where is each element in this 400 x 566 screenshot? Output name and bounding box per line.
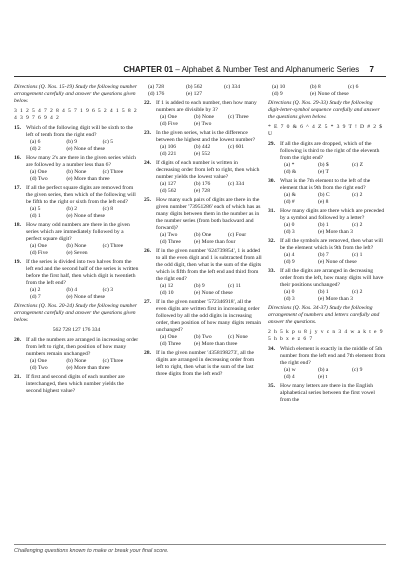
option: (a) 127 (160, 181, 176, 187)
question-19 (14, 259, 139, 301)
option: (d) Two (30, 365, 48, 371)
option: (e) None of these (318, 259, 357, 265)
options (156, 283, 262, 297)
option: (b) 1 (318, 222, 329, 228)
option: (b) 2 (66, 206, 78, 212)
option: (a) 12 (160, 283, 174, 289)
question-18 (14, 222, 139, 257)
options (156, 114, 262, 128)
option: (e) 552 (194, 151, 210, 157)
option: (e) More than three (66, 176, 110, 182)
option: (e) None of these (66, 213, 106, 219)
option: (b) 176 (194, 181, 211, 187)
option: (c) 5 (102, 139, 114, 145)
options (156, 181, 262, 195)
option: (d) Three (160, 341, 181, 347)
question-16 (14, 155, 139, 183)
option: (e) More than three (66, 365, 110, 371)
question-27 (144, 299, 262, 348)
option: (c) 334 (228, 181, 244, 187)
option: (b) None (66, 243, 87, 249)
question-text: If all the digits are dropped, which of the following is third to the right of the eleventh from the right end? (280, 141, 380, 161)
option: (e) More than 3 (318, 296, 353, 302)
option: (c) 1 (352, 252, 363, 258)
option: (a) 2 (30, 287, 41, 293)
question-34 (268, 346, 386, 381)
option: (c) Three (102, 243, 124, 249)
column-2 (144, 84, 262, 380)
question-number: 16. (14, 155, 21, 161)
option: (b) None (66, 169, 87, 175)
question-number: 33. (268, 268, 275, 274)
question-number: 18. (14, 222, 21, 228)
option: (c) 2 (352, 222, 363, 228)
options (280, 222, 386, 236)
option: (c) None (228, 334, 248, 340)
question-number: 29. (268, 141, 275, 147)
question-30 (268, 178, 386, 206)
options (26, 243, 139, 257)
directions-34-37: Directions (Q. Nos. 34-37) Study the following arrangement of numbers and letters carefully and answer the questions. (268, 305, 380, 325)
directions-29-33: Directions (Q. Nos. 29-33) Study the following digit-letter-symbol sequence carefully and answer the questions given below. (268, 100, 380, 120)
option: (c) 3 (102, 287, 114, 293)
question-text: How many letters are there in the English alphabetical series between the first vowel from the (280, 383, 375, 403)
option: (c) Z (352, 162, 364, 168)
question-17 (14, 185, 139, 220)
option: (b) $ (318, 162, 329, 168)
option: (b) None (194, 114, 215, 120)
question-text: What is the 7th element to the left of the element that is 9th from the right end? (280, 178, 371, 191)
question-text: If in the given number '6247398​54', 1 is added to all the even digit and 1 is subtracted from all the odd digit, then what is the sum of the digits which is fifth from the left end and third from the right end? (156, 248, 262, 282)
option: (a) One (160, 114, 177, 120)
question-text: How many digits are there which are preceded by a symbol and followed by a letter? (280, 208, 385, 221)
option: (d) 176 (148, 91, 165, 97)
question-number: 28. (144, 350, 151, 356)
option: (d) Two (30, 176, 48, 182)
header-title (123, 65, 374, 74)
question-20 (14, 337, 139, 372)
option: (a) & (284, 192, 296, 198)
option: (e) T (318, 169, 329, 175)
column-3 (268, 84, 386, 406)
option: (d) 221 (160, 151, 177, 157)
question-text: If all the perfect square digits are removed from the given series, then which of the following will be fifth to the right or sixth from the left end? (26, 185, 136, 205)
options (26, 358, 139, 372)
option: (c) 2 (352, 192, 363, 198)
option: (e) 8 (318, 199, 329, 205)
option: (d) 7 (30, 294, 41, 300)
option: (b) None (66, 358, 87, 364)
option: (d) 4 (284, 374, 295, 380)
question-number: 22. (144, 100, 151, 106)
question-number: 30. (268, 178, 275, 184)
option: (d) & (284, 169, 297, 175)
question-29 (268, 141, 386, 176)
question-number: 26. (144, 248, 151, 254)
number-sequence-2: 562 728 127 176 334 (52, 327, 101, 333)
options (280, 289, 386, 303)
option: (e) None of these (194, 290, 233, 296)
question-text: If digits of each number is written in decreasing order from left to right, then which number yields the lowest value? (156, 160, 260, 180)
question-number: 32. (268, 238, 275, 244)
option: (a) One (30, 358, 47, 364)
footer-note: Challenging questions known to make or break your final score. (14, 548, 169, 554)
symbol-sequence: * E 7 0 & 6 ^ 4 Z 5 * 3 9 T ! D # 2 $ U (268, 124, 383, 137)
option: (c) 334 (224, 84, 240, 90)
question-text: How many odd numbers are there in the given series which are immediately followed by a perfect square digit? (26, 222, 130, 242)
option: (d) 2 (30, 146, 41, 152)
option: (c) 11 (228, 283, 241, 289)
option: (a) 6 (30, 139, 41, 145)
question-number: 27. (144, 299, 151, 305)
option: (e) Seven (66, 250, 88, 256)
page-header (0, 0, 400, 84)
option: (e) 127 (186, 91, 202, 97)
option: (b) 1 (318, 289, 329, 295)
option: (c) 601 (228, 144, 244, 150)
question-text: If first and second digits of each number are interchanged, then which number yields the second highest value? (26, 374, 125, 394)
question-number: 31. (268, 208, 275, 214)
question-31 (268, 208, 386, 236)
question-text: If 1 is added to each number, then how many numbers are divisible by 3? (156, 100, 257, 113)
question-number: 17. (14, 185, 21, 191)
option: (b) 4 (66, 287, 78, 293)
option: (d) 10 (160, 290, 174, 296)
question-text: Which of the following digit will be sixth to the left of tenth from the right end? (26, 125, 134, 138)
question-22 (144, 100, 262, 128)
option: (a) 728 (148, 84, 164, 90)
option: (b) Two (194, 334, 212, 340)
option: (b) 8 (310, 84, 321, 90)
question-number: 24. (144, 160, 151, 166)
option: (b) 442 (194, 144, 211, 150)
page-number: 7 (369, 65, 374, 74)
options (156, 334, 262, 348)
option: (a) One (30, 243, 47, 249)
option: (a) 106 (160, 144, 176, 150)
options (26, 169, 139, 183)
question-21 (14, 374, 139, 395)
directions-15-19: Directions (Q. Nos. 15-19) Study the following number arrangement carefully and answer the questions given below. (14, 84, 137, 104)
directions-20-24: Directions (Q. Nos. 20-24) Study the following number arrangement carefully and answer the questions given below. (14, 303, 137, 323)
question-text: How many 2's are there in the given series which are followed by a number less than 6? (26, 155, 136, 168)
question-text: If all the digits are arranged in decreasing order from the left, how many digits will have their positions unchanged? (280, 268, 384, 288)
option: (c) 6 (348, 84, 359, 90)
header-rule (14, 76, 386, 77)
question-number: 35. (268, 383, 275, 389)
option: (c) Three (102, 358, 124, 364)
option: (d) 1 (30, 213, 41, 219)
option: (c) Three (102, 169, 124, 175)
option: (d) 562 (160, 188, 177, 194)
option: (a) w (284, 367, 296, 373)
column-1 (14, 84, 139, 397)
option: (b) One (194, 232, 212, 238)
option: (b) C (318, 192, 330, 198)
option: (d) # (284, 199, 295, 205)
option: (c) Four (228, 232, 247, 238)
question-24 (144, 160, 262, 195)
option: (e) None of these (66, 146, 106, 152)
question-text: If in the given number '4358198273', all the digits are arranged in decreasing order from left to right, then what is the sum of the last three digits from the left end? (156, 350, 255, 377)
question-32 (268, 238, 386, 266)
option: (d) 3 (284, 229, 295, 235)
alphanumeric-sequence: 2 h 5 k p u 8 j y v c n 3 4 w a k t e 9 5 h b x e z 6 7 (268, 329, 384, 342)
option: (b) a (318, 367, 329, 373)
option: (e) 728 (194, 188, 210, 194)
option: (e) More than 3 (318, 229, 353, 235)
question-33 (268, 268, 386, 303)
option: (e) Two (194, 121, 212, 127)
option: (a) * (284, 162, 295, 168)
options-q21 (144, 84, 262, 98)
option: (a) 5 (30, 206, 41, 212)
option: (a) 0 (284, 289, 295, 295)
options (156, 144, 262, 158)
option: (c) 2 (352, 289, 363, 295)
option: (a) One (160, 334, 177, 340)
options (26, 139, 139, 153)
options (280, 252, 386, 266)
option: (e) More than four (194, 239, 236, 245)
option: (a) 4 (284, 252, 295, 258)
options (156, 232, 262, 246)
question-text: How many such pairs of digits are there in the given number '73951286' each of which has as many digits between them in the number as in the number series (from both backward and forward)? (156, 197, 261, 231)
question-text: In the given series, what is the difference between the highest and the lowest number? (156, 130, 256, 143)
options-q28 (268, 84, 386, 98)
question-number: 15. (14, 125, 21, 131)
option: (e) More than three (194, 341, 238, 347)
option: (b) 562 (186, 84, 203, 90)
option: (e) None of these (310, 91, 349, 97)
question-15 (14, 125, 139, 153)
question-28 (144, 350, 262, 378)
option: (d) Three (160, 239, 181, 245)
question-23 (144, 130, 262, 158)
option: (d) 9 (284, 259, 295, 265)
option: (a) One (30, 169, 47, 175)
option: (e) None of these (66, 294, 106, 300)
footer-rule (14, 544, 386, 545)
option: (a) 0 (284, 222, 295, 228)
options (280, 162, 386, 176)
option: (a) Two (160, 232, 178, 238)
option: (e) t (318, 374, 328, 380)
options (26, 206, 139, 220)
question-text: Which element is exactly in the middle of 5th number from the left end and 7th element from the right end? (280, 346, 386, 366)
options (280, 367, 386, 381)
question-number: 20. (14, 337, 21, 343)
option: (d) 3 (284, 296, 295, 302)
question-number: 19. (14, 259, 21, 265)
option: (a) 10 (272, 84, 286, 90)
option: (d) Five (30, 250, 48, 256)
question-number: 23. (144, 130, 151, 136)
question-26 (144, 248, 262, 297)
question-text: If all the numbers are arranged in increasing order from left to right, then position of how many numbers remain unchanged? (26, 337, 139, 357)
option: (b) 9 (194, 283, 205, 289)
options (26, 287, 139, 301)
option: (c) 9 (352, 367, 363, 373)
question-number: 34. (268, 346, 275, 352)
number-sequence-1: 3 1 2 5 4 7 2 8 4 5 7 1 9 6 5 2 4 1 5 8 2 4 3 9 7 6 9 4 2 (14, 108, 138, 121)
option: (b) 7 (318, 252, 329, 258)
question-35 (268, 383, 386, 404)
option: (d) 9 (272, 91, 283, 97)
option: (c) 8 (102, 206, 114, 212)
option: (c) Three (228, 114, 249, 120)
options (280, 192, 386, 206)
chapter-title: – Alphabet & Number Test and Alphanumeric Series (175, 65, 360, 74)
question-text: If the series is divided into two halves from the left end and the second half of the series is written before the first half, then which digit is twentieth from the left end? (26, 259, 139, 286)
question-text: If all the symbols are removed, then what will be the element which is 9th from the left? (280, 238, 383, 251)
question-25 (144, 197, 262, 246)
question-text: If in the given number '572346918', all the even digits are written first in increasing order followed by all the odd digits in increasing order, then position of how many digits remain unchanged? (156, 299, 262, 333)
option: (d) Five (160, 121, 178, 127)
question-number: 25. (144, 197, 151, 203)
question-number: 21. (14, 374, 21, 380)
option: (b) 9 (66, 139, 78, 145)
chapter-label: CHAPTER 01 (123, 65, 174, 74)
